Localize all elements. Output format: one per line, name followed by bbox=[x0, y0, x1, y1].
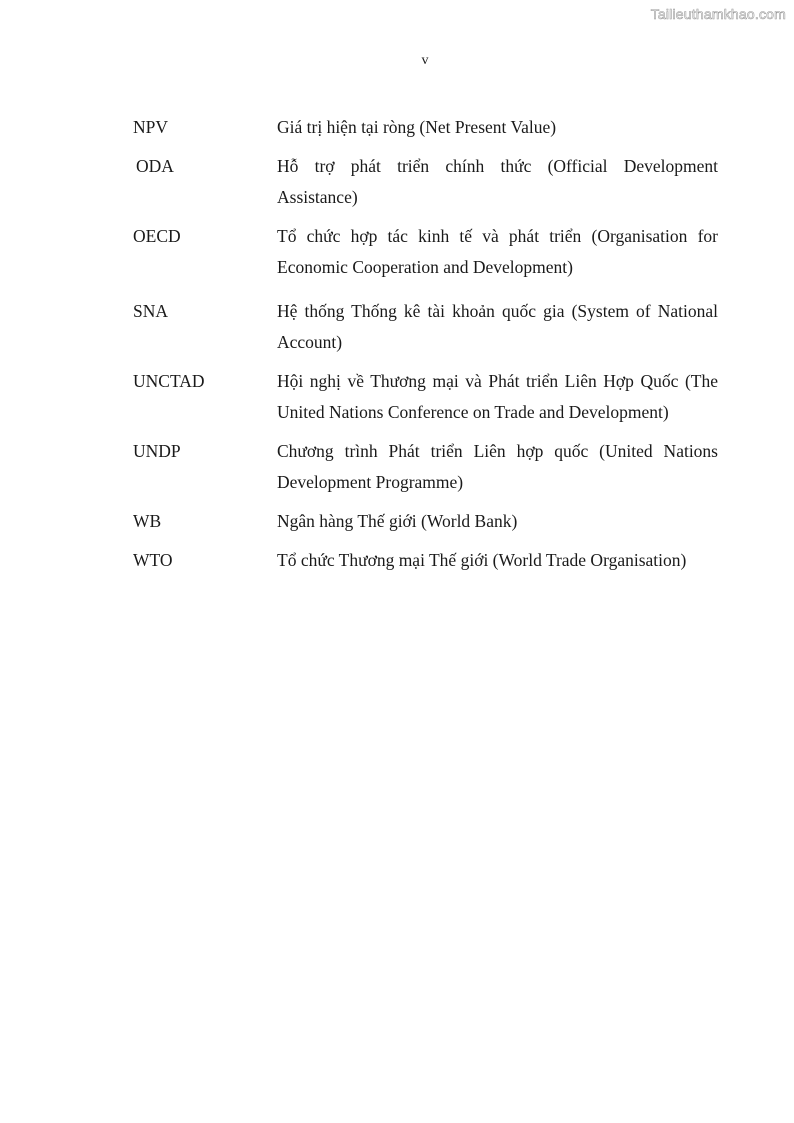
abbreviation-term: ODA bbox=[136, 156, 174, 176]
abbreviation-row-undp bbox=[133, 436, 718, 498]
abbreviation-term: WB bbox=[133, 511, 162, 531]
abbreviation-term: UNCTAD bbox=[133, 371, 205, 391]
abbreviation-row-oda bbox=[133, 151, 718, 213]
abbreviation-row-npv bbox=[133, 112, 718, 143]
abbreviation-definition: Hỗ trợ phát triển chính thức (Official Development Assistance) bbox=[277, 156, 718, 207]
abbreviation-row-wto bbox=[133, 545, 718, 576]
abbreviation-term: WTO bbox=[133, 550, 173, 570]
abbreviation-term: UNDP bbox=[133, 441, 181, 461]
abbreviation-definition: Giá trị hiện tại ròng (Net Present Value) bbox=[277, 117, 557, 137]
abbreviation-row-oecd bbox=[133, 221, 718, 283]
abbreviation-definition: Hệ thống Thống kê tài khoản quốc gia (System of National Account) bbox=[277, 301, 718, 352]
abbreviation-definition: Tổ chức hợp tác kinh tế và phát triển (Organisation for Economic Cooperation and Development) bbox=[277, 226, 718, 277]
abbreviation-definition: Chương trình Phát triển Liên hợp quốc (United Nations Development Programme) bbox=[277, 441, 718, 492]
abbreviation-definition: Ngân hàng Thế giới (World Bank) bbox=[277, 511, 518, 531]
abbreviation-row-unctad bbox=[133, 366, 718, 428]
abbreviation-term: SNA bbox=[133, 301, 169, 321]
abbreviation-term: OECD bbox=[133, 226, 181, 246]
page-number: v bbox=[421, 53, 429, 68]
abbreviation-list bbox=[133, 112, 718, 584]
watermark-text: Tailieuthamkhao.com bbox=[650, 6, 786, 22]
abbreviation-row-sna bbox=[133, 296, 718, 358]
abbreviation-row-wb bbox=[133, 506, 718, 537]
abbreviation-definition: Tổ chức Thương mại Thế giới (World Trade Organisation) bbox=[277, 550, 687, 570]
abbreviation-definition: Hội nghị về Thương mại và Phát triển Liên Hợp Quốc (The United Nations Conference on Trade and Development) bbox=[277, 371, 718, 422]
abbreviation-term: NPV bbox=[133, 117, 169, 137]
